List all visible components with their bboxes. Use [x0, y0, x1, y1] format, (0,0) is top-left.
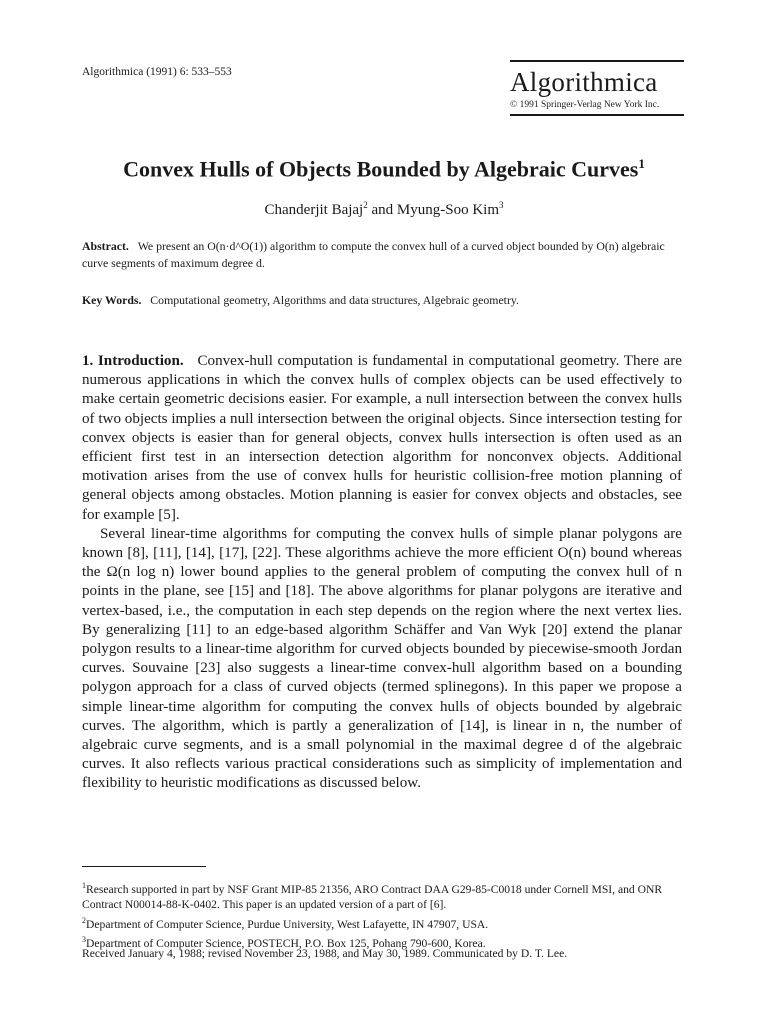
footnote-mark: 2: [82, 915, 86, 925]
journal-brand: [510, 60, 684, 116]
footnote: [82, 878, 682, 913]
copyright-notice: © 1991 Springer-Verlag New York Inc.: [510, 100, 660, 110]
footnotes: [82, 878, 682, 951]
author-name: Chanderjit Bajaj: [264, 202, 364, 218]
footnote: [82, 913, 682, 932]
paper-title: [0, 156, 768, 182]
author-separator: and: [367, 202, 397, 218]
key-words-text: Computational geometry, Algorithms and data structures, Algebraic geometry.: [150, 293, 519, 307]
received-note: Received January 4, 1988; revised November 23, 1988, and May 30, 1989. Communicated by D. T. Lee.: [82, 947, 568, 960]
author-footnote-mark: 3: [499, 200, 504, 210]
key-words-label: Key Words.: [82, 293, 142, 307]
title-footnote-mark: 1: [638, 156, 645, 171]
abstract-text: We present an O(n·d^O(1)) algorithm to compute the convex hull of a curved object bounded by O(n) algebraic curve segments of maximum degree d.: [82, 239, 665, 270]
section-heading: 1. Introduction.: [82, 353, 184, 369]
abstract: [82, 238, 682, 272]
footnote-text: Department of Computer Science, POSTECH, P.O. Box 125, Pohang 790-600, Korea.: [86, 936, 486, 950]
journal-name: Algorithmica: [510, 67, 658, 97]
author-footnote-mark: 2: [363, 200, 368, 210]
brand-rule-bottom: [510, 114, 684, 116]
key-words: [82, 292, 682, 309]
brand-rule-top: [510, 60, 684, 62]
title-text: Convex Hulls of Objects Bounded by Algebraic Curves: [123, 156, 639, 182]
paragraph: Several linear-time algorithms for computing the convex hulls of simple planar polygons are known [8], [11], [14], [17], [22]. These algorithms achieve the more efficient O(n) bound whereas the Ω(n log n) lower bound applies to the general problem of computing the convex hull of n points in the plane, see [15] and [18]. The above algorithms for planar polygons are iterative and vertex-based, i.e., the computation in each step depends on the region where the next vertex lies. By generalizing [11] to an edge-based algorithm Schäffer and Van Wyk [20] extend the planar polygon results to a linear-time algorithm for curved objects bounded by piecewise-smooth Jordan curves. Souvaine [23] also suggests a linear-time convex-hull algorithm based on a bounding polygon approach for a class of curved objects (termed splinegons). In this paper we propose a simple linear-time algorithm for computing the convex hulls of objects bounded by algebraic curves. The algorithm, which is partly a generalization of [14], is linear in n, the number of algebraic curve segments, and is a small polynomial in the maximal degree d of the algebraic curves. It also reflects various practical considerations such as simplicity of implementation and flexibility to heuristic modifications as discussed below.: [82, 525, 682, 792]
footnote-text: Research supported in part by NSF Grant MIP-85 21356, ARO Contract DAA G29-85-C0018 under Cornell MSI, and ONR Contract N00014-88-K-0402. This paper is an updated version of a part of [6].: [82, 882, 663, 912]
paragraph-text: Convex-hull computation is fundamental in computational geometry. There are numerous applications in which the convex hulls of complex objects can be used effectively to make certain geometric decisions easier. For example, a null intersection between the convex hulls of two objects implies a null intersection between the original objects. Since intersection testing for convex objects is easier than for general objects, convex hulls intersection is often used as an efficient first test in an intersection detection algorithm for nonconvex objects. Additional motivation arises from the use of convex hulls for heuristic collision-free motion planning of general objects among obstacles. Motion planning is easier for convex objects and obstacles, see for example [5].: [82, 353, 682, 523]
author-line: [0, 200, 768, 219]
introduction-section: [82, 352, 682, 794]
journal-reference: Algorithmica (1991) 6: 533–553: [82, 66, 232, 78]
author-name: Myung-Soo Kim: [396, 202, 499, 218]
footnote-mark: 1: [82, 881, 86, 890]
footnote-text: Department of Computer Science, Purdue University, West Lafayette, IN 47907, USA.: [86, 917, 489, 931]
footnote-mark: 3: [82, 934, 86, 944]
footnote-rule: [82, 866, 206, 867]
paragraph: [82, 352, 682, 525]
abstract-label: Abstract.: [82, 239, 129, 253]
